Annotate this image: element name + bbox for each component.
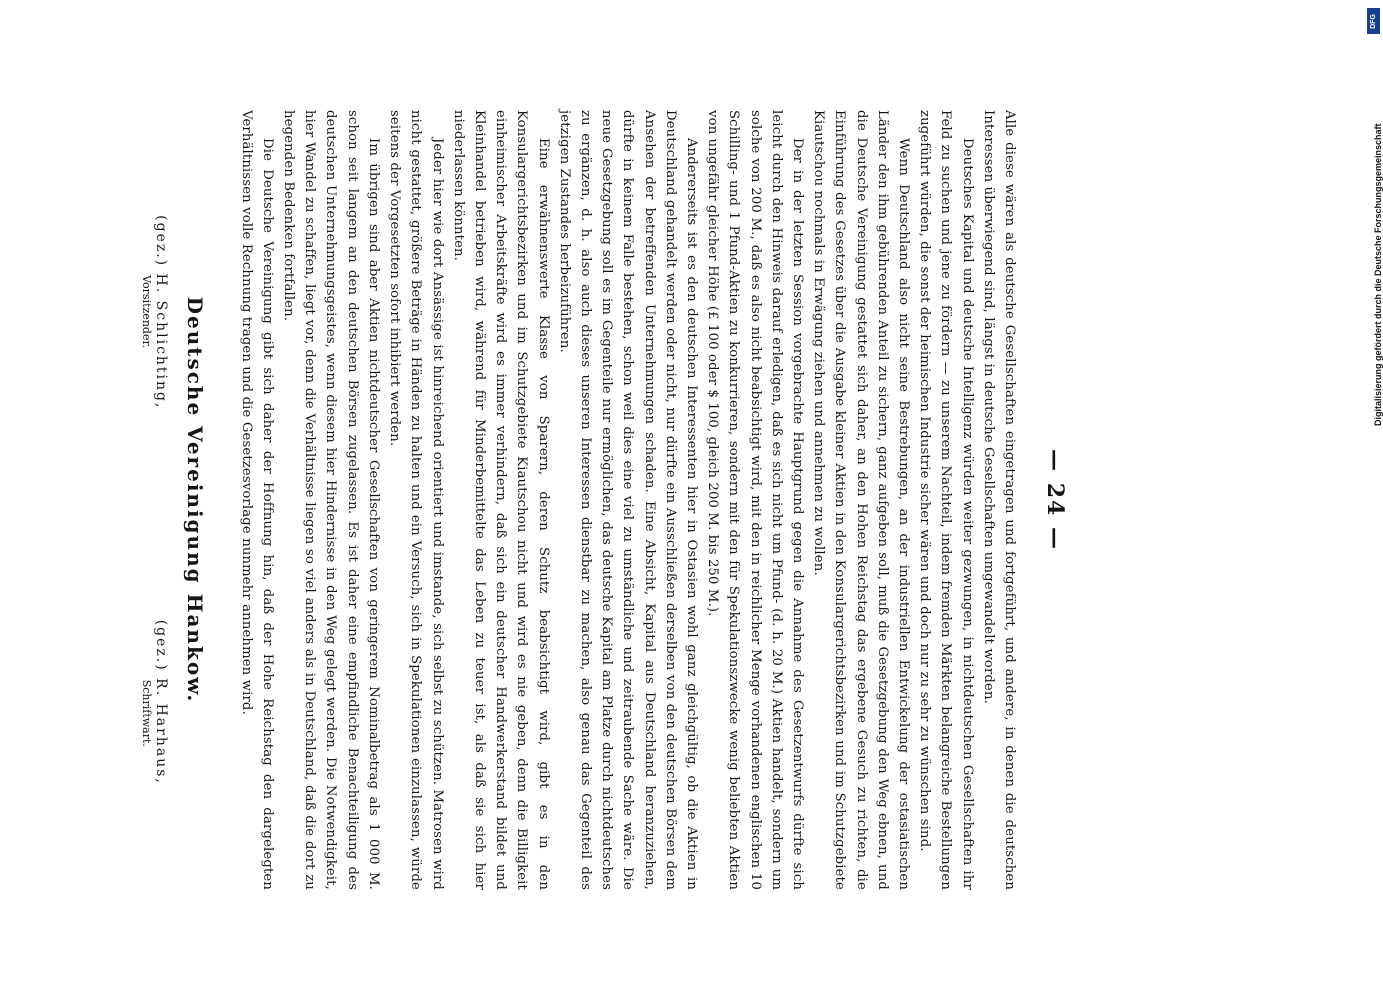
signature-block: [140, 110, 207, 890]
paragraph: Im übrigen sind aber Aktien nichtdeutscher Gesellschaften von geringerem Nominalbetrag als 1 000 M. schon seit langem an den deutschen Börsen zugelassen. Es ist daher eine empfindliche Benachteiligung des deutschen Unternehmungsgeistes, wenn diesem hier Hindernisse in den Weg gelegt werden. Die Notwendigkeit, hier Wandel zu schaffen, liegt vor, denn die Verhältnisse liegen so viel anders als in Deutschland, daß die dort zu hegenden Bedenken fortfallen.: [281, 110, 381, 890]
paragraph: Alle diese wären als deutsche Gesellschaften eingetragen und fortgeführt, und andere, in denen die deutschen Interessen überwiegend sind, längst in deutsche Gesellschaften umgewandelt worden.: [980, 110, 1017, 890]
signers: [140, 110, 169, 890]
signer-name: (gez.) H. Schlichting,: [153, 215, 170, 410]
signer: [140, 215, 169, 409]
funding-note-text: Digitalisierung gefördert durch die Deutsche Forschungsgemeinschaft: [1373, 123, 1383, 426]
paragraph: Der in der letzten Session vorgebrachte Hauptgrund gegen die Annahme des Gesetzentwurfs dürfte sich leicht durch den Hinweis darauf erledigen, daß es sich nicht um Pfund- (d. h. 20 M.) Aktien handelt, sondern um solche von 200 M., daß es also nicht beabsichtigt wird, mit den in reichlicher Menge vorhandenen englischen 10 Schilling- und 1 Pfund-Aktien zu konkurrieren, sondern mit den für Spekulationszwecke wenig beliebten Aktien von ungefähr gleicher Höhe (£ 100 oder $ 100, gleich 200 M. bis 250 M.).: [705, 110, 805, 890]
funding-note: [1365, 36, 1383, 426]
paragraph: Die Deutsche Vereinigung gibt sich daher der Hoffnung hin, daß der Hohe Reichstag den dargelegten Verhältnissen volle Rechnung tragen und die Gesetzesvorlage nunmehr annehmen wird.: [238, 110, 275, 890]
paragraph: Jeder hier wie dort Ansässige ist hinreichend orientiert und imstande, sich selbst zu schützen. Matrosen wird nicht gestattet, größere Beträge in Händen zu halten und ein Versuch, sich in Spekulationen einzulassen, würde seitens der Vorgesetzten sofort inhibiert werden.: [387, 110, 445, 890]
paragraph: Deutsches Kapital und deutsche Intelligenz würden weiter gezwungen, in nichtdeutschen Gesellschaften ihr Feld zu suchen und jene zu fördern — zu unserem Nachteil, indem fremden Märkten belangreiche Bestellungen zugeführt würden, die sonst der heimischen Industrie sicher wären und doch nur zu sehr zu wünschen sind.: [917, 110, 975, 890]
signer: [140, 620, 169, 785]
page-number: — 24 —: [1042, 449, 1068, 551]
dfg-logo: [1367, 8, 1380, 34]
paragraph: Eine erwähnenswerte Klasse von Sparern, deren Schutz beabsichtigt wird, gibt es in den Konsulargerichtsbezirken und im Schutzgebiete Kiautschou nicht und wird es nie geben, denn die Billigkeit einheimischer Arbeitskräfte wird es immer verhindern, daß sich ein deutscher Handwerkerstand bildet und Kleinhandel betrieben wird, während für Minderbemittelte das Leben zu teuer ist, als daß sie sich hier niederlassen könnten.: [450, 110, 551, 890]
paragraph: Andererseits ist es den deutschen Interessenten hier in Ostasien wohl ganz gleichgültig, ob die Aktien in Deutschland gehandelt werden oder nicht, nur dürfte ein Ausschließen derselben von den deutschen Börsen dem Ansehen der betreffenden Unternehmungen schaden. Eine Absicht, Kapital aus Deutschland heranzuziehen, dürfte in keinem Falle bestehen, schon weil dies eine viel zu umständliche und zeitraubende Sache wäre. Die neue Gesetzgebung soll es im Gegenteile nur ermöglichen, das deutsche Kapital am Platze durch nichtdeutsches zu ergänzen, d. h. also auch dieses unseren Interessen dienstbar zu machen, also genau das Gegenteil des jetzigen Zustandes herbeizuführen.: [556, 110, 699, 890]
signer-name: (gez.) R. Harhaus,: [153, 619, 170, 785]
signer-role: Schriftwart.: [140, 679, 154, 747]
organization-name: Deutsche Vereinigung Hankow.: [183, 296, 208, 704]
dfg-logo-text: DFG: [1370, 13, 1377, 29]
paragraph: Wenn Deutschland also nicht seine Bestrebungen, an der industriellen Entwickelung der ostasiatischen Länder den ihm gebührenden Anteil zu sichern, ganz aufgeben soll, muß die Gesetzgebung den Weg ebnen, und die Deutsche Vereinigung gestattet sich daher, an den Hohen Reichstag das ergebene Gesuch zu richten, die Einführung des Gesetzes über die Ausgabe kleiner Aktien in den Konsulargerichtsbezirken und im Schutzgebiete Kiautschou nochmals in Erwägung ziehen und annehmen zu wollen.: [811, 110, 911, 890]
signer-role: Vorsitzender.: [140, 275, 154, 348]
rotated-page: [128, 110, 1068, 890]
